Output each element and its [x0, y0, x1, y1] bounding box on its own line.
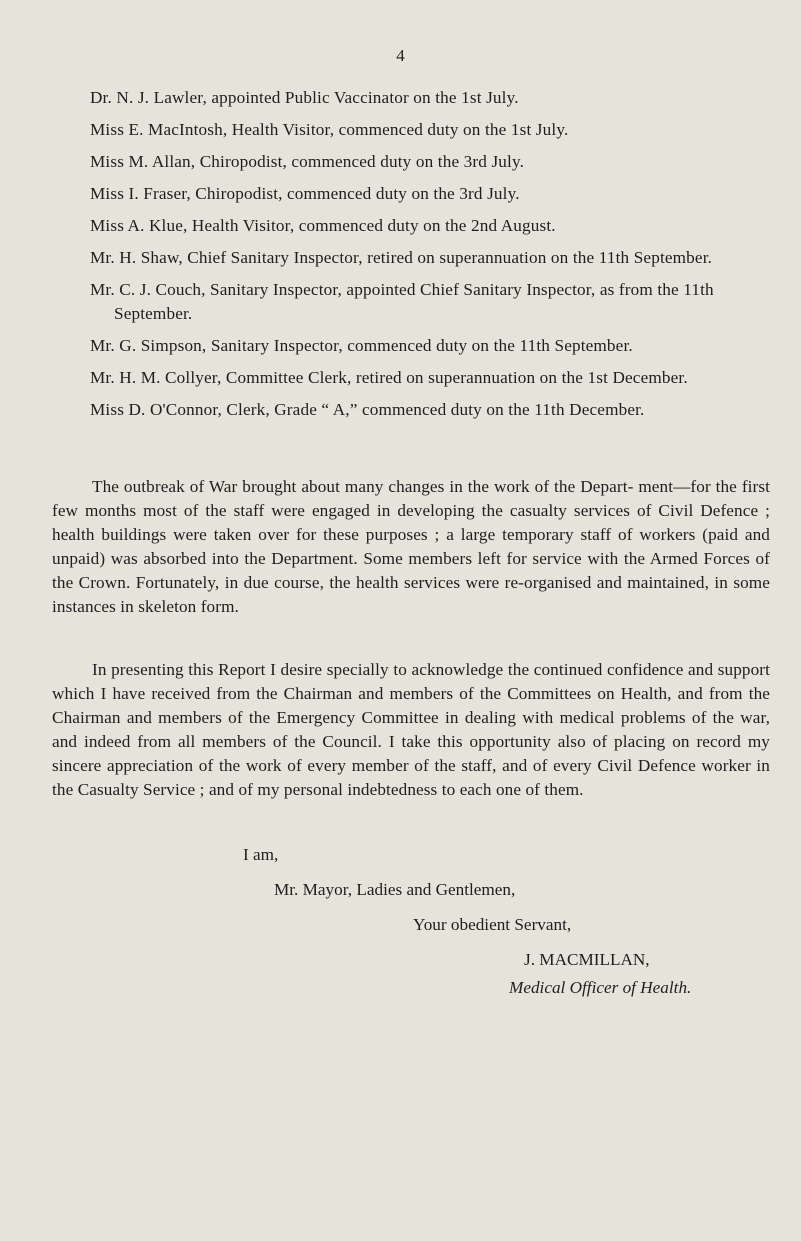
staff-change-entry: Mr. G. Simpson, Sanitary Inspector, commenced duty on the 11th September. — [90, 336, 633, 355]
staff-change-entry: Miss I. Fraser, Chiropodist, commenced duty on the 3rd July. — [90, 184, 520, 203]
staff-change-entry: Miss E. MacIntosh, Health Visitor, commenced duty on the 1st July. — [90, 120, 569, 139]
acknowledgement-paragraph: In presenting this Report I desire specially to acknowledge the continued confidence and support which I have received from the Chairman and members of the Committees on Health, and from the Chairman and members of the Emergency Committee in dealing with medical problems of the war, and indeed from all members of the Council. I take this opportunity also of placing on record my sincere appreciation of the work of every member of the staff, and of every Civil Defence worker in the Casualty Service ; and of my personal indebtedness to each one of them. — [52, 660, 770, 799]
closing-i-am: I am, — [243, 845, 279, 864]
signatory-name: J. MACMILLAN, — [524, 950, 650, 969]
staff-change-entry: Mr. C. J. Couch, Sanitary Inspector, appointed Chief Sanitary Inspector, as from the 11th September. — [90, 280, 714, 323]
staff-change-entry: Miss D. O'Connor, Clerk, Grade “ A,” commenced duty on the 11th December. — [90, 400, 645, 419]
staff-change-entry: Miss A. Klue, Health Visitor, commenced duty on the 2nd August. — [90, 216, 556, 235]
staff-change-entry: Miss M. Allan, Chiropodist, commenced duty on the 3rd July. — [90, 152, 525, 171]
staff-change-entry: Mr. H. Shaw, Chief Sanitary Inspector, retired on superannuation on the 11th September. — [90, 248, 713, 267]
signatory-title: Medical Officer of Health. — [509, 978, 692, 997]
closing-valediction: Your obedient Servant, — [413, 915, 572, 934]
staff-change-entry: Dr. N. J. Lawler, appointed Public Vaccinator on the 1st July. — [90, 88, 519, 107]
page-number: 4 — [396, 46, 405, 65]
staff-changes-list — [90, 86, 770, 430]
closing-salutation: Mr. Mayor, Ladies and Gentlemen, — [274, 880, 516, 899]
war-changes-paragraph: The outbreak of War brought about many changes in the work of the Depart- ment—for the first few months most of the staff were engaged in developing the casualty services of Civil Defence ; health buildings were taken over for these purposes ; a large temporary staff of workers (paid and unpaid) was absorbed into the Department. Some members left for service with the Armed Forces of the Crown. Fortunately, in due course, the health services were re-organised and maintained, in some instances in skeleton form. — [52, 477, 770, 616]
staff-change-entry: Mr. H. M. Collyer, Committee Clerk, retired on superannuation on the 1st December. — [90, 368, 688, 387]
